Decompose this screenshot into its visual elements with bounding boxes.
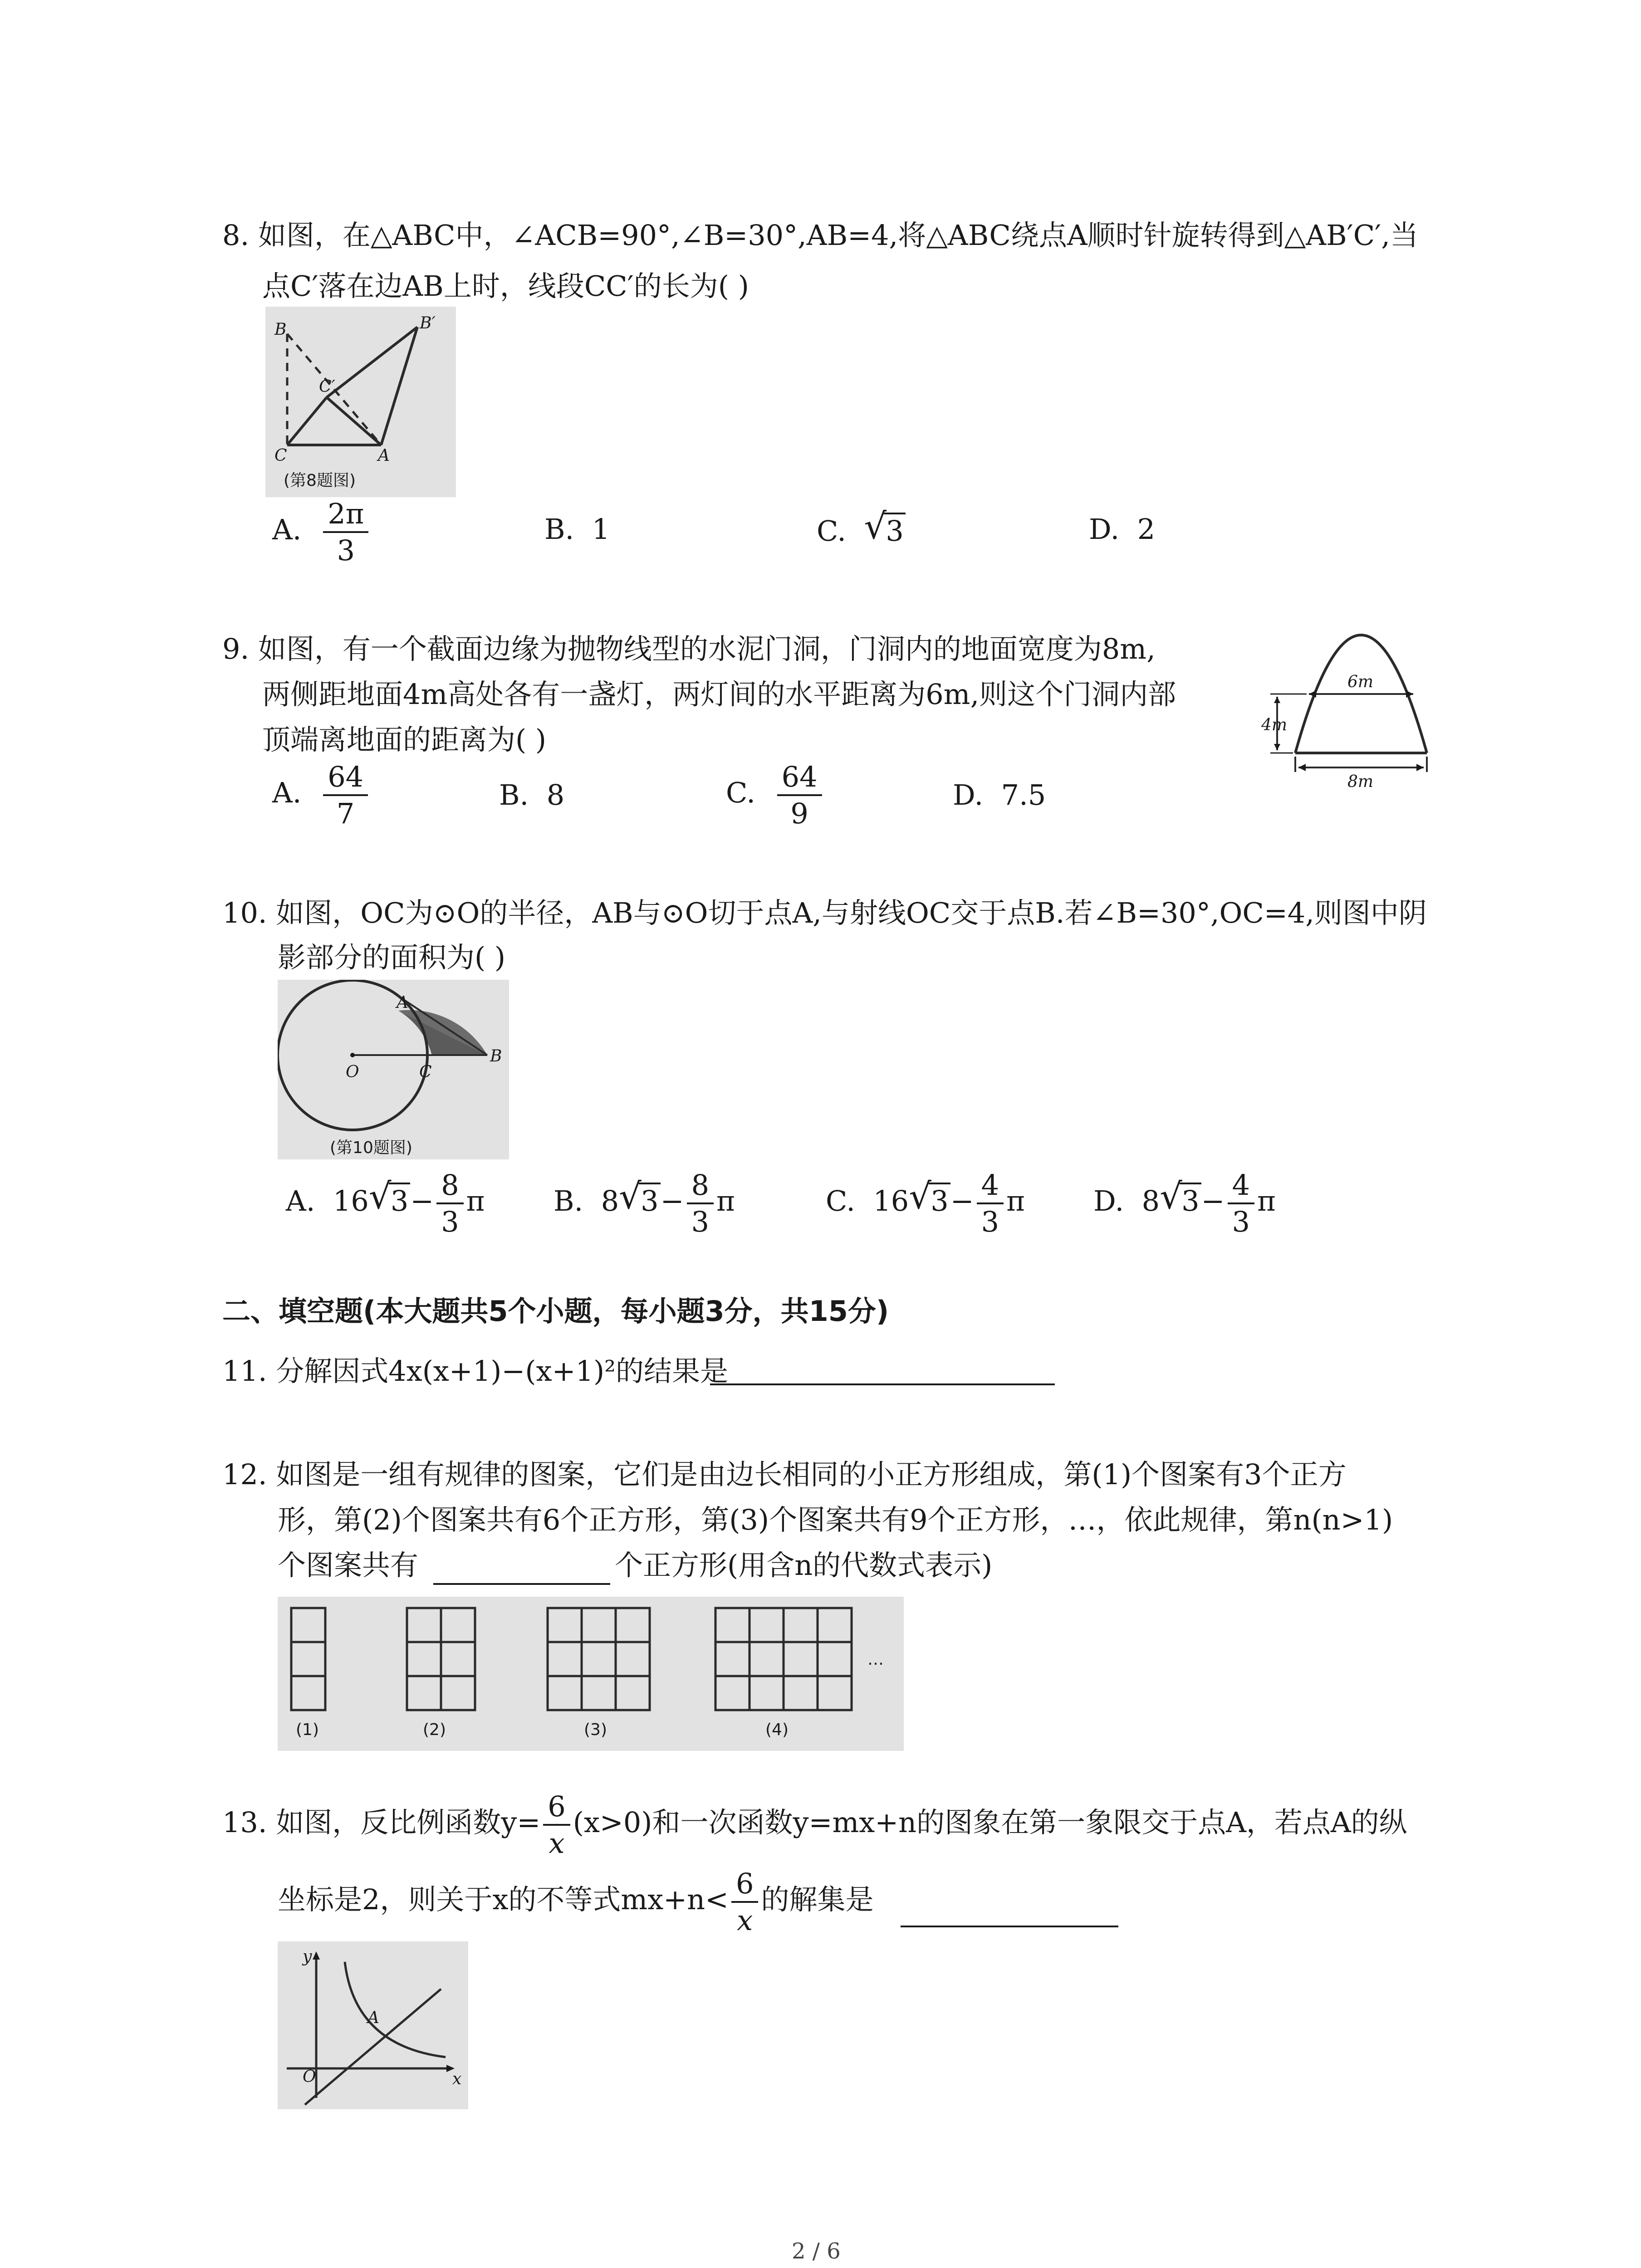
q8-line1: 8. 如图，在△ABC中，∠ACB=90°,∠B=30°,AB=4,将△ABC绕点A顺时针旋转得到△AB′C′,当 (222, 219, 1418, 252)
q10-caption: (第10题图) (330, 1139, 412, 1157)
q8-option-d: D. 2 (1089, 513, 1156, 546)
q9-label-4m: 4m (1261, 716, 1288, 734)
q9-option-c: C. $\frac{64}{9}$ (726, 762, 825, 828)
q9-option-d: D. 7.5 (953, 778, 1046, 811)
q12-answer-blank (433, 1583, 610, 1585)
q8-figure (265, 307, 456, 497)
q13-figure (278, 1941, 468, 2109)
q9-figure (1261, 608, 1461, 789)
q9-label-8m: 8m (1347, 772, 1374, 789)
q12-label-4: (4) (765, 1721, 789, 1739)
q12-line3-pre: 个图案共有 (278, 1549, 419, 1582)
q13-label-A: A (367, 2009, 379, 2027)
q9-line1: 9. 如图，有一个截面边缘为抛物线型的水泥门洞，门洞内的地面宽度为8m, (222, 632, 1156, 665)
q9-option-b: B. 8 (499, 778, 565, 811)
q9-line3: 顶端离地面的距离为( ) (262, 723, 547, 756)
q8-label-C: C (274, 446, 287, 465)
q8-option-a: A. $\frac{2\pi}{3}$ (272, 499, 371, 565)
q12-label-1: (1) (296, 1721, 319, 1739)
q10-label-B: B (490, 1047, 502, 1066)
q13-answer-blank (901, 1926, 1118, 1927)
q10-label-O: O (346, 1063, 359, 1081)
q12-line3-post: 个正方形(用含n的代数式表示) (615, 1549, 993, 1582)
section-title: 二、填空题(本大题共5个小题，每小题3分，共15分) (222, 1295, 889, 1328)
q8-line2: 点C′落在边AB上时，线段CC′的长为( ) (262, 269, 749, 303)
q12-line1: 12. 如图是一组有规律的图案，它们是由边长相同的小正方形组成，第(1)个图案有3个正方 (222, 1458, 1347, 1491)
q8-caption: (第8题图) (284, 471, 356, 490)
q10-option-d: D. 8 √ 3− $\frac{4}{3}$ π (1093, 1168, 1276, 1239)
q10-line1: 10. 如图，OC为⊙O的半径，AB与⊙O切于点A,与射线OC交于点B.若∠B=30°,OC=4,则图中阴 (222, 896, 1427, 929)
q12-ellipsis: … (867, 1650, 884, 1669)
q13-line1: 13. 如图，反比例函数y= $\frac{6}{x}$ (x>0)和一次函数y=mx+n的图象在第一象限交于点A，若点A的纵 (222, 1790, 1407, 1860)
q11-text: 11. 分解因式4x(x+1)−(x+1)²的结果是 (222, 1354, 729, 1388)
q8-option-b: B. 1 (544, 513, 610, 546)
q10-figure (278, 980, 509, 1159)
q10-option-c: C. 16 √ 3− $\frac{4}{3}$ π (826, 1168, 1025, 1239)
q11-answer-blank (710, 1383, 1055, 1385)
q10-label-A: A (397, 993, 408, 1012)
q13-label-y: y (303, 1947, 312, 1966)
q13-line2: 坐标是2，则关于x的不等式mx+n< $\frac{6}{x}$ 的解集是 (278, 1867, 874, 1937)
q8-label-B: B (274, 320, 287, 339)
q10-option-b: B. 8 √ 3− $\frac{8}{3}$ π (554, 1168, 735, 1239)
q13-label-x: x (452, 2070, 462, 2088)
q8-label-C-prime: C′ (319, 377, 335, 396)
q10-option-a: A. 16 √ 3− $\frac{8}{3}$ π (286, 1168, 485, 1239)
q8-label-B-prime: B′ (420, 314, 436, 332)
q13-label-O: O (303, 2068, 316, 2086)
q8-label-A: A (378, 446, 390, 465)
q12-label-3: (3) (584, 1721, 607, 1739)
page-number: 2 / 6 (792, 2239, 841, 2264)
q9-label-6m: 6m (1347, 673, 1374, 691)
q9-line2: 两侧距地面4m高处各有一盏灯，两灯间的水平距离为6m,则这个门洞内部 (262, 678, 1176, 711)
q12-line2: 形，第(2)个图案共有6个正方形，第(3)个图案共有9个正方形，…，依此规律，第n(n>1) (278, 1503, 1393, 1536)
q8-option-c: C. √ 3 (817, 513, 906, 547)
q12-figure (278, 1597, 904, 1751)
q10-line2: 影部分的面积为( ) (278, 941, 506, 974)
q9-option-a: A. $\frac{64}{7}$ (272, 762, 371, 828)
q10-label-C: C (419, 1063, 432, 1081)
q12-label-2: (2) (423, 1721, 446, 1739)
